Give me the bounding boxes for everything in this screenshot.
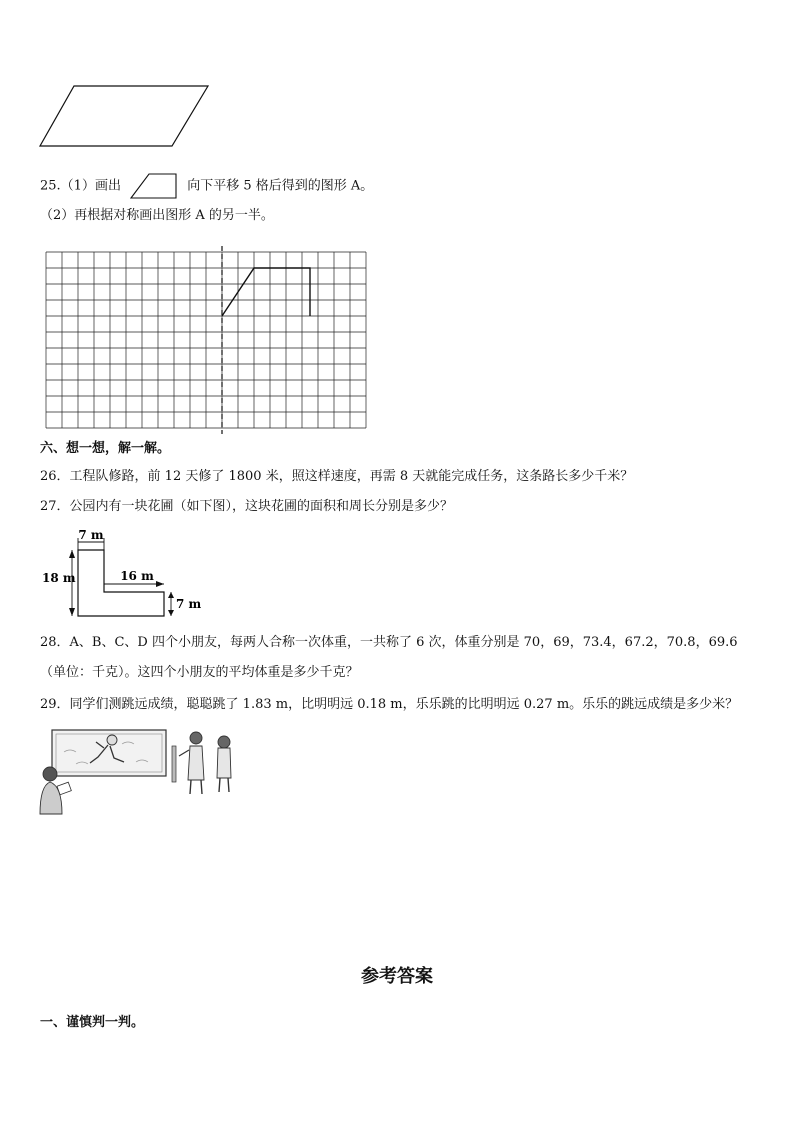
dim-inner-label: 16 m xyxy=(120,569,154,583)
q25-part1: 25.（1）画出 向下平移 5 格后得到的图形 A。 xyxy=(40,172,373,200)
l-shaped-garden-figure xyxy=(40,528,210,624)
long-jump-illustration xyxy=(36,724,248,816)
square-grid xyxy=(44,246,370,434)
q25-part2: （2）再根据对称画出图形 A 的另一半。 xyxy=(40,208,274,223)
q28-line1: 28．A、B、C、D 四个小朋友，每两人合称一次体重，一共称了 6 次，体重分别是 70，69，73.4，67.2，70.8，69.6 xyxy=(40,635,738,650)
q27-text: 27．公园内有一块花圃（如下图），这块花圃的面积和周长分别是多少？ xyxy=(40,499,454,514)
student2-head-icon xyxy=(218,736,230,748)
half-figure xyxy=(222,268,310,316)
student1-head-icon xyxy=(190,732,202,744)
q26-text: 26．工程队修路，前 12 天修了 1800 米，照这样速度，再需 8 天就能完成任务，这条路长多少千米？ xyxy=(40,469,634,484)
answers-title: 参考答案 xyxy=(361,966,433,987)
dim-right-label: 7 m xyxy=(176,597,202,611)
teacher-head-icon xyxy=(43,767,57,781)
answers-section1: 一、谨慎判一判。 xyxy=(40,1015,145,1030)
q29-text: 29．同学们测跳远成绩，聪聪跳了 1.83 m，比明明远 0.18 m，乐乐跳的比明明远 0.27 m。乐乐的跳远成绩是多少米？ xyxy=(40,697,739,712)
dim-top-label: 7 m xyxy=(78,528,104,542)
parallelogram-figure xyxy=(36,84,212,150)
q28-line2: （单位：千克）。这四个小朋友的平均体重是多少千克？ xyxy=(40,665,359,680)
section6-heading: 六、想一想，解一解。 xyxy=(40,441,171,456)
dim-height-label: 18 m xyxy=(42,571,76,585)
jumper-head-icon xyxy=(107,735,117,745)
inline-trapezoid-figure xyxy=(129,172,179,200)
